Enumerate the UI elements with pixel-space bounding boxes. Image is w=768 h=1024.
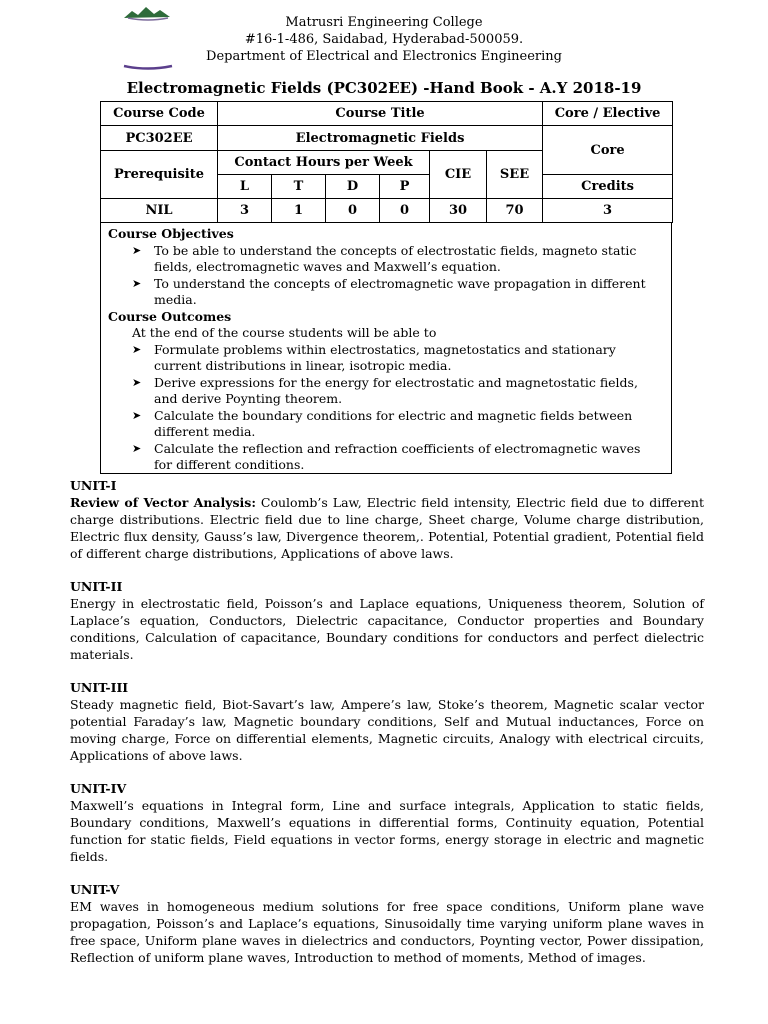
course-code-header: Course Code [101,102,218,126]
course-title-value: Electromagnetic Fields [218,126,543,151]
department-name: Department of Electrical and Electronics Engineering [206,49,562,64]
unit-body: EM waves in homogeneous medium solutions for free space conditions, Uniform plane wave propagation, Poisson’s and Laplace’s equations, Sinusoidally time varying uniform plane waves in free space, Uniform plane waves in dielectrics and conductors, Poynting vector, Power dissipation, Reflection of uniform plane waves, Introduction to method of moments, Method of images. [70,899,704,965]
prerequisite-value: NIL [101,199,218,223]
unit-body: Energy in electrostatic field, Poisson’s and Laplace equations, Uniqueness theorem, Solution of Laplace’s equation, Conductors, Dielectric capacitance, Conductor properties and Boundary conditions, Calculation of capacitance, Boundary conditions for conductors and perfect dielectric materials. [70,596,704,662]
course-title-header: Course Title [218,102,543,126]
see-value: 70 [487,199,543,223]
hours-d-header: D [326,175,380,199]
objectives-outcomes-box [100,222,672,474]
hours-t-header: T [272,175,326,199]
unit-title: UNIT-IV [70,781,127,796]
college-name: Matrusri Engineering College [285,15,483,30]
cie-header: CIE [430,151,487,199]
arrow-bullet-icon: ➤ [132,342,142,356]
unit-2 [70,578,704,663]
hours-p-value: 0 [380,199,430,223]
cie-value: 30 [430,199,487,223]
core-elective-header: Core / Elective [543,102,673,126]
course-code-value: PC302EE [101,126,218,151]
unit-title: UNIT-III [70,680,129,695]
see-header: SEE [487,151,543,199]
outcomes-intro: At the end of the course students will be able to [132,325,437,340]
arrow-bullet-icon: ➤ [132,375,142,389]
core-elective-value: Core [543,126,673,175]
unit-lead: Review of Vector Analysis: [70,495,256,510]
outcomes-heading: Course Outcomes [108,308,232,324]
unit-body: Steady magnetic field, Biot-Savart’s law, Ampere’s law, Stoke’s theorem, Magnetic scalar vector potential Faraday’s law, Magnetic boundary conditions, Self and Mutual inductances, Force on moving charge, Force on differential elements, Magnetic circuits, Analogy with electrical circuits, Applications of above laws. [70,697,704,763]
unit-5 [70,881,704,966]
objectives-heading: Course Objectives [108,226,234,241]
list-item: ➤ Formulate problems within electrostatics, magnetostatics and stationary current distributions in linear, isotropic media. [132,341,616,373]
unit-3 [70,679,704,764]
arrow-bullet-icon: ➤ [132,243,142,257]
arrow-bullet-icon: ➤ [132,441,142,455]
hours-l-value: 3 [218,199,272,223]
course-info-table [100,101,673,223]
college-address: #16-1-486, Saidabad, Hyderabad-500059. [244,32,524,47]
list-item: ➤ Calculate the reflection and refraction coefficients of electromagnetic waves for different conditions. [132,440,641,472]
credits-value: 3 [543,199,673,223]
list-item: ➤ To understand the concepts of electromagnetic wave propagation in different media. [132,275,646,307]
unit-title: UNIT-II [70,579,123,594]
list-item: ➤ Derive expressions for the energy for electrostatic and magnetostatic fields, and derive Poynting theorem. [132,374,638,406]
prerequisite-header: Prerequisite [101,151,218,199]
arrow-bullet-icon: ➤ [132,276,142,290]
syllabus-units [70,477,704,982]
hours-p-header: P [380,175,430,199]
unit-body: Maxwell’s equations in Integral form, Line and surface integrals, Application to static fields, Boundary conditions, Maxwell’s equations in differential forms, Continuity equation, Potential function for static fields, Field equations in vector forms, energy storage in electric and magnetic fields. [70,798,704,864]
outcomes-list [108,342,663,474]
unit-title: UNIT-V [70,882,120,897]
unit-1 [70,477,704,562]
arrow-bullet-icon: ➤ [132,408,142,422]
unit-4 [70,780,704,865]
contact-hours-header: Contact Hours per Week [218,151,430,175]
objectives-list [108,243,663,309]
unit-title: UNIT-I [70,478,117,493]
hours-l-header: L [218,175,272,199]
list-item: ➤ To be able to understand the concepts of electrostatic fields, magneto static fields, electromagnetic waves and Maxwell’s equation. [132,242,637,274]
hours-t-value: 1 [272,199,326,223]
hours-d-value: 0 [326,199,380,223]
unit-body: Review of Vector Analysis: Coulomb’s Law, Electric field intensity, Electric field due to different charge distributions. Electric field due to line charge, Sheet charge, Volume charge distribution, Electric flux density, Gauss’s law, Divergence theorem,. Potential, Potential gradient, Potential field of different charge distributions, Applications of above laws. [70,495,704,561]
handbook-title: Electromagnetic Fields (PC302EE) -Hand Book - A.Y 2018-19 [126,79,642,97]
credits-header: Credits [543,175,673,199]
list-item: ➤ Calculate the boundary conditions for electric and magnetic fields between different media. [132,407,633,439]
